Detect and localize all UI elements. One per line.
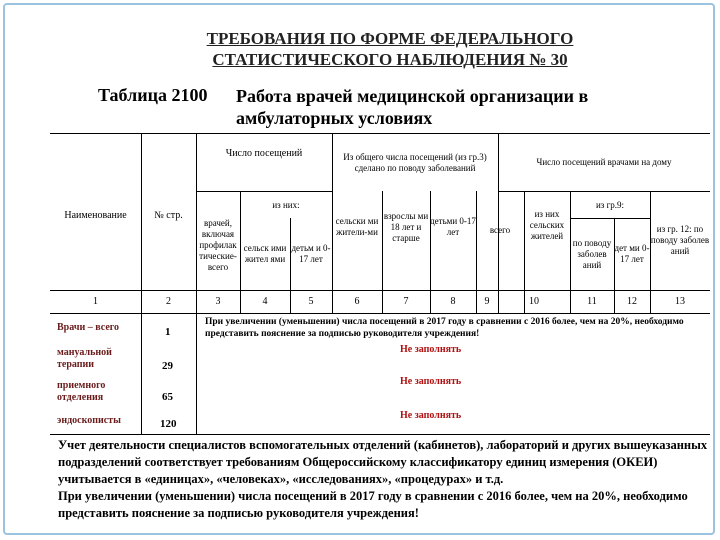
page-title [140,28,640,70]
row-note-red: Не заполнять [400,376,462,387]
col-header-visits: Число посещений [225,148,303,159]
col-header-children: детьм и 0-17 лет [291,243,331,264]
grid-line [141,133,142,434]
title-line-1: ТРЕБОВАНИЯ ПО ФОРМЕ ФЕДЕРАЛЬНОГО [206,29,574,48]
row-name-endoscopists: эндоскописты [57,415,121,426]
row-code: 120 [160,418,177,430]
col-header-disease-rural: сельски ми жители-ми [335,216,379,237]
col-header-home-disease: по поводу заболев аний [572,237,612,270]
col-number: 9 [484,296,490,307]
row-name-doctors-total: Врачи – всего [57,322,120,333]
col-number: 1 [93,296,98,307]
row-code: 1 [165,326,171,338]
footer-text [58,437,708,522]
col-header-from-gr12: из гр. 12: по поводу заболев аний [650,223,710,256]
col-number: 7 [403,296,409,307]
col-header-line: № стр. [154,210,183,221]
grid-line [196,133,197,434]
col-header-home: Число посещений врачами на дому [536,157,672,167]
grid-line [50,434,710,435]
col-number: 8 [450,296,456,307]
row-name-reception: приемного отделения [57,380,106,403]
col-header-home-total: всего [489,224,511,235]
table-name: Работа врачей медицинской организации в амбулаторных условиях [236,86,589,128]
col-header-from-gr9: из гр.9: [595,199,625,210]
col-header-home-rural: из них сельских жителей [529,208,565,241]
col-number: 13 [675,296,685,307]
col-header-disease: Из общего числа посещений (из гр.3) сделано по поводу заболеваний [343,151,487,173]
col-header-name: Наименование [64,210,127,221]
col-header-rural: сельск ими жител ями [243,243,287,264]
col-number: 10 [529,296,539,307]
row-name-manual-therapy: мануальной терапии [57,347,112,370]
col-number: 5 [308,296,314,307]
col-number: 2 [166,296,171,307]
col-number: 12 [627,296,637,307]
footer-paragraph-2: При увеличении (уменьшении) числа посещений в 2017 году в сравнении с 2016 более, чем на 20%, необходимо представить пояснение за подписью руководителя учреждения! [58,489,688,520]
footer-paragraph-1: Учет деятельности специалистов вспомогательных отделений (кабинетов), лабораторий и других вышеуказанных подразделений соответствует требованиям Общероссийскому классификатору единиц измерения (ОКЕИ) учитывается в «единицах», «человеках», «исследованиях», «процедурах» и т.д. [58,438,708,486]
col-number: 4 [262,296,268,307]
row-note-red: Не заполнять [400,344,462,355]
row-note: При увеличении (уменьшении) числа посещений в 2017 году в сравнении с 2016 более, чем на 20%, необходимо представить пояснение за подписью руководителя учреждения! [205,317,684,339]
col-number: 3 [215,296,221,307]
row-code: 29 [162,360,173,372]
title-line-2: СТАТИСТИЧЕСКОГО НАБЛЮДЕНИЯ № 30 [212,50,568,69]
col-header-home-children: дет ми 0-17 лет [614,243,650,264]
col-header-disease-adults: взрослы ми 18 лет и старше [383,210,429,243]
table-number: Таблица 2100 [98,85,208,105]
grid-line [50,313,710,314]
col-number: 6 [354,296,360,307]
row-code: 65 [162,391,173,403]
col-header-disease-children: детьми 0-17 лет [430,216,476,237]
col-header-visits-doctors: врачей, включая профилак тические-всего [199,217,237,272]
col-number: 11 [587,296,597,307]
row-note-red: Не заполнять [400,410,462,421]
col-header-of-them: из них: [272,199,300,210]
